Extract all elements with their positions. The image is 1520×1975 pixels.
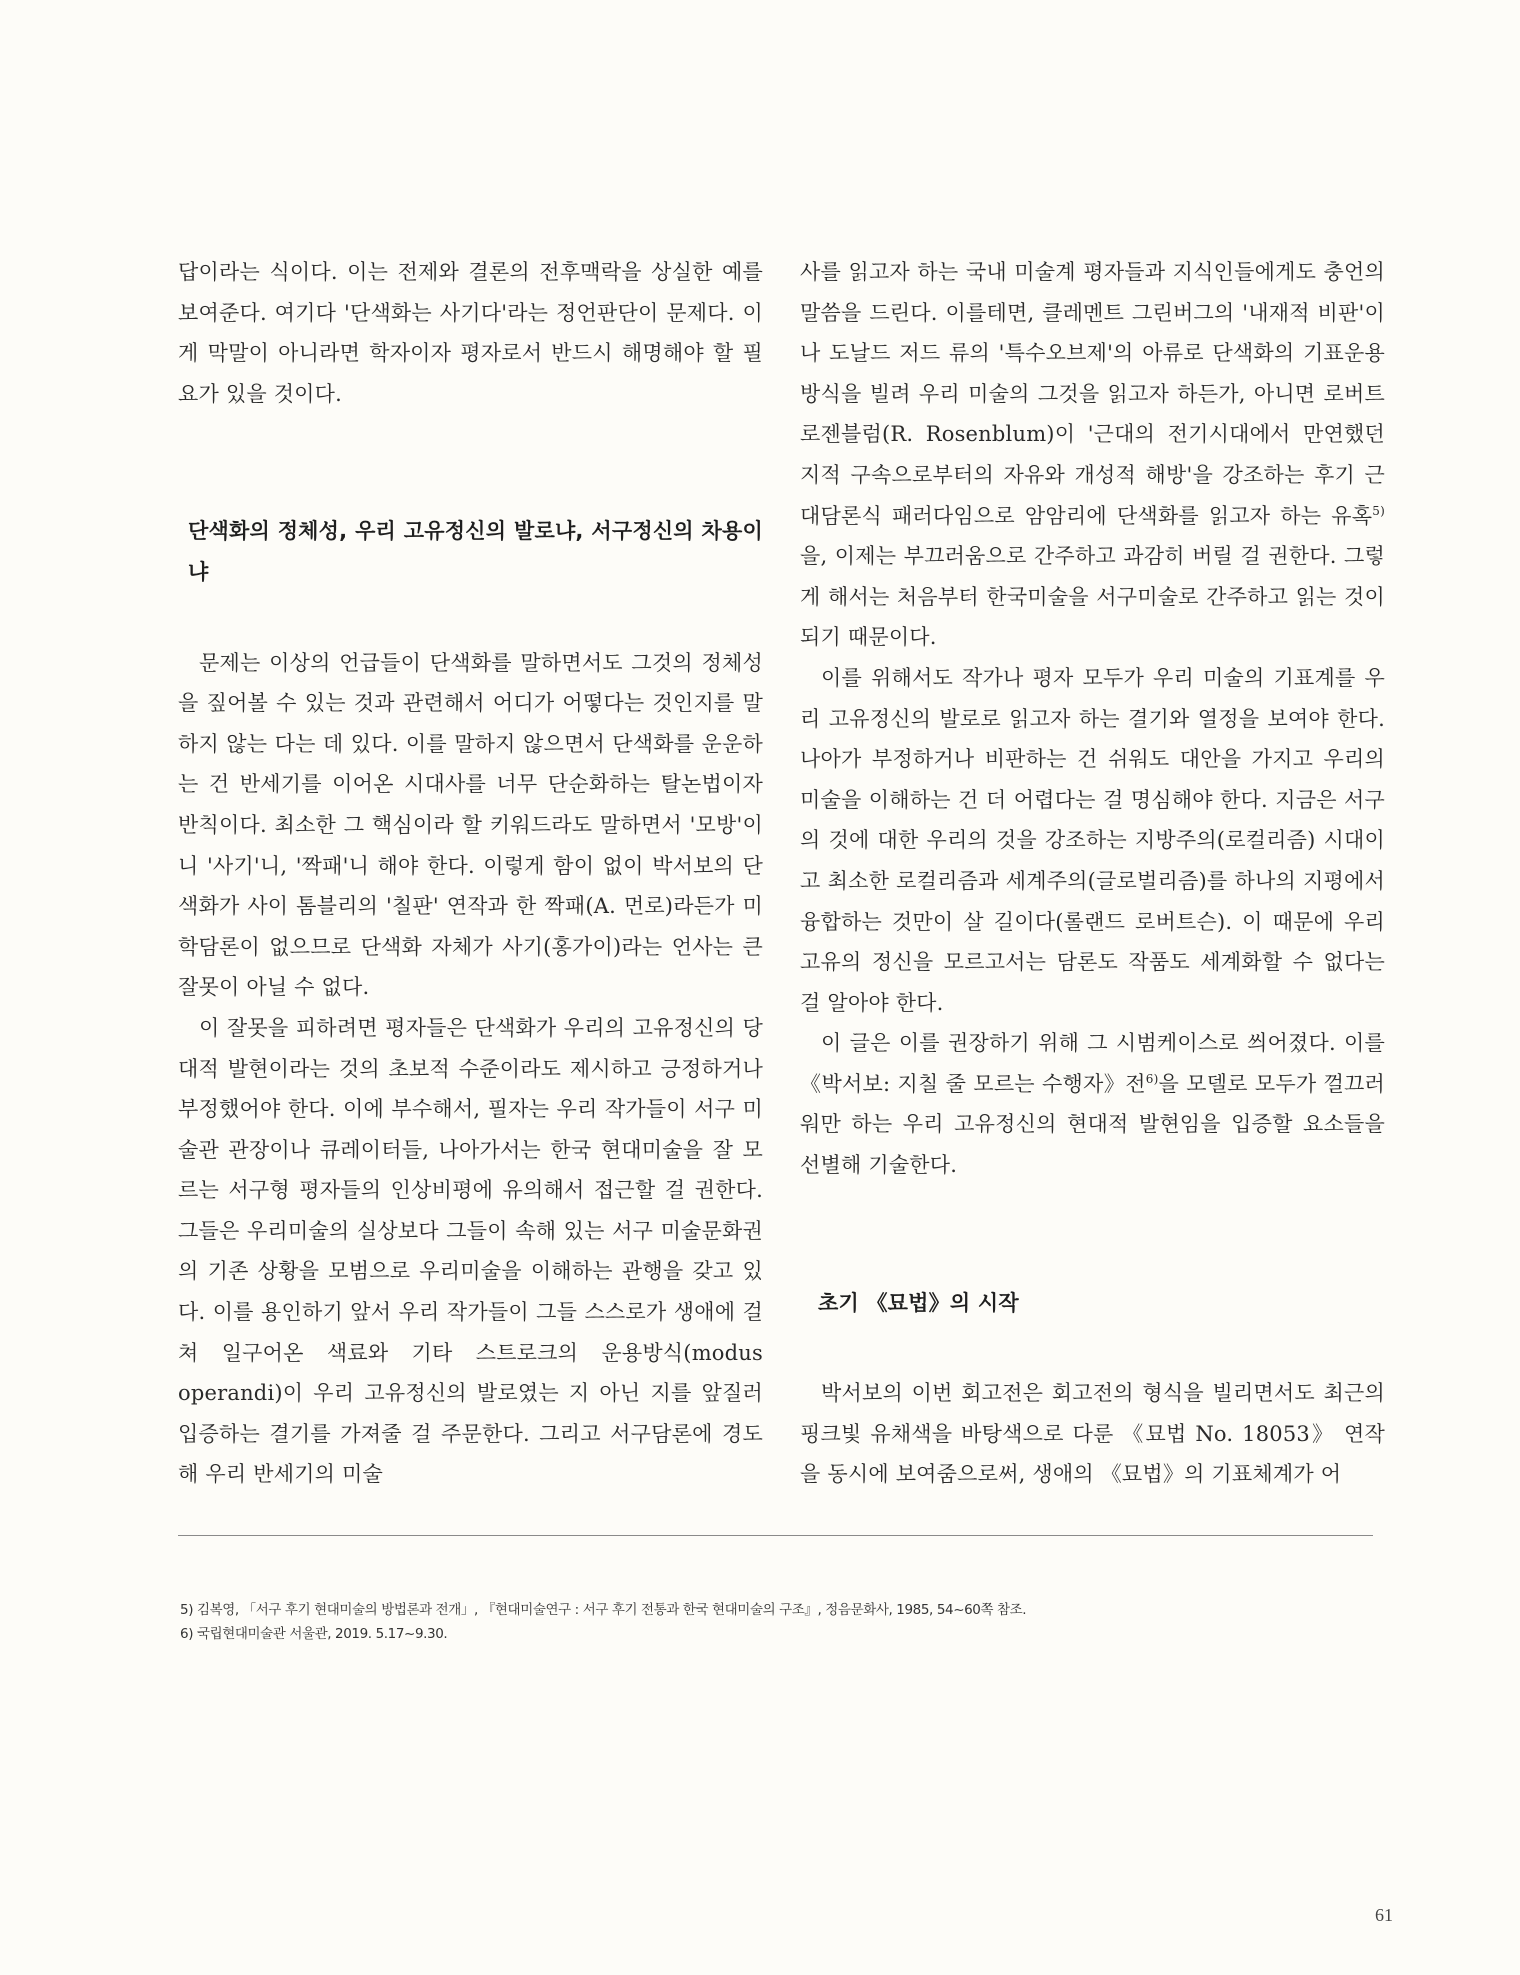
left-column [178, 252, 763, 1495]
body-paragraph: 박서보의 이번 회고전은 회고전의 형식을 빌리면서도 최근의 핑크빛 유채색을 바탕색으로 다룬 《묘법 No. 18053》 연작을 동시에 보여줌으로써, 생애의 《묘법》의 기표체계가 어 [800, 1381, 1385, 1487]
paragraph-text: 을 모델로 모두가 껄끄러워만 하는 우리 고유정신의 현대적 발현임을 입증할 요소들을 선별해 기술한다. [800, 1071, 1385, 1178]
body-paragraph [800, 1023, 1385, 1185]
footnote-6: 6) 국립현대미술관 서울관, 2019. 5.17~9.30. [180, 1626, 448, 1642]
body-paragraph: 답이라는 식이다. 이는 전제와 결론의 전후맥락을 상실한 예를 보여준다. 여기다 '단색화는 사기다'라는 정언판단이 문제다. 이게 막말이 아니라면 학자이자 평자로서 반드시 해명해야 할 필요가 있을 것이다. [178, 260, 763, 406]
body-paragraph [800, 252, 1385, 658]
footnote-reference[interactable]: 5) [1372, 503, 1385, 518]
paragraph-text: 을, 이제는 부끄러움으로 간주하고 과감히 버릴 걸 권한다. 그렇게 해서는 처음부터 한국미술을 서구미술로 간주하고 읽는 것이 되기 때문이다. [800, 544, 1385, 650]
page-number: 61 [1375, 1905, 1393, 1925]
footnotes [180, 1598, 1370, 1646]
paragraph-text: 이 글은 이를 권장하기 위해 그 시범케이스로 씌어졌다. 이를 《박서보: 지칠 줄 모르는 수행자》전 [800, 1031, 1385, 1096]
paragraph-text: 사를 읽고자 하는 국내 미술계 평자들과 지식인들에게도 충언의 말씀을 드린다. 이를테면, 클레멘트 그린버그의 '내재적 비판'이나 도날드 저드 류의 '특수오브제'의 아류로 단색화의 기표운용 방식을 빌려 우리 미술의 그것을 읽고자 하든가, 아니면 로버트 로젠블럼(R. Rosenblum)이 '근대의 전기시대에서 만연했던 지적 구속으로부터의 자유와 개성적 해방'을 강조하는 후기 근대담론식 패러다임으로 암암리에 단색화를 읽고자 하는 유혹 [800, 260, 1385, 528]
body-paragraph: 문제는 이상의 언급들이 단색화를 말하면서도 그것의 정체성을 짚어볼 수 있는 것과 관련해서 어디가 어떻다는 것인지를 말하지 않는 다는 데 있다. 이를 말하지 않으면서 단색화를 운운하는 건 반세기를 이어온 시대사를 너무 단순화하는 탈논법이자 반칙이다. 최소한 그 핵심이라 할 키워드라도 말하면서 '모방'이니 '사기'니, '짝패'니 해야 한다. 이렇게 함이 없이 박서보의 단색화가 사이 톰블리의 '칠판' 연작과 한 짝패(A. 먼로)라든가 미학담론이 없으므로 단색화 자체가 사기(홍가이)라는 언사는 큰 잘못이 아닐 수 없다. [178, 650, 763, 1000]
section-heading: 단색화의 정체성, 우리 고유정신의 발로냐, 서구정신의 차용이냐 [188, 519, 763, 584]
right-column [800, 252, 1385, 1495]
footnote-divider [178, 1535, 1373, 1536]
footnote-reference[interactable]: 6) [1145, 1071, 1159, 1086]
body-paragraph: 이를 위해서도 작가나 평자 모두가 우리 미술의 기표계를 우리 고유정신의 발로로 읽고자 하는 결기와 열정을 보여야 한다. 나아가 부정하거나 비판하는 건 쉬워도 대안을 가지고 우리의 미술을 이해하는 건 더 어렵다는 걸 명심해야 한다. 지금은 서구의 것에 대한 우리의 것을 강조하는 지방주의(로컬리즘) 시대이고 최소한 로컬리즘과 세계주의(글로벌리즘)를 하나의 지평에서 융합하는 것만이 살 길이다(롤랜드 로버트슨). 이 때문에 우리 고유의 정신을 모르고서는 담론도 작품도 세계화할 수 없다는 걸 알아야 한다. [800, 665, 1385, 1015]
section-heading: 초기 《묘법》의 시작 [818, 1290, 1019, 1315]
footnote-5: 5) 김복영, 「서구 후기 현대미술의 방법론과 전개」, 『현대미술연구 : 서구 후기 전통과 한국 현대미술의 구조』, 정음문화사, 1985, 54~60쪽 참조. [180, 1602, 1027, 1618]
body-paragraph: 이 잘못을 피하려면 평자들은 단색화가 우리의 고유정신의 당대적 발현이라는 것의 초보적 수준이라도 제시하고 긍정하거나 부정했어야 한다. 이에 부수해서, 필자는 우리 작가들이 서구 미술관 관장이나 큐레이터들, 나아가서는 한국 현대미술을 잘 모르는 서구형 평자들의 인상비평에 유의해서 접근할 걸 권한다. 그들은 우리미술의 실상보다 그들이 속해 있는 서구 미술문화권의 기존 상황을 모범으로 우리미술을 이해하는 관행을 갖고 있다. 이를 용인하기 앞서 우리 작가들이 그들 스스로가 생애에 걸쳐 일구어온 색료와 기타 스트로크의 운용방식(modus operandi)이 우리 고유정신의 발로였는 지 아닌 지를 앞질러 입증하는 결기를 가져줄 걸 주문한다. 그리고 서구담론에 경도해 우리 반세기의 미술 [178, 1015, 763, 1487]
